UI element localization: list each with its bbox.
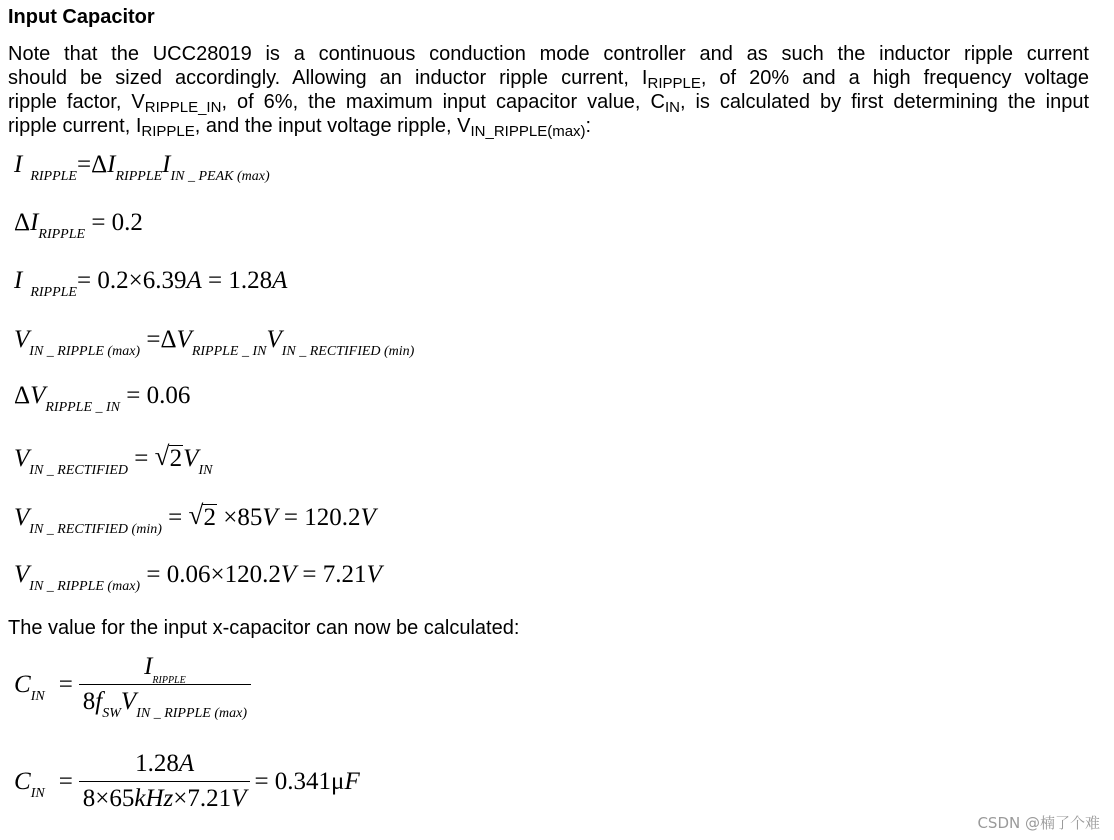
subscript: RIPPLE	[30, 169, 77, 184]
subscript: IN _ RECTIFIED	[29, 463, 129, 478]
subscript: IN _ PEAK (max)	[170, 169, 270, 184]
times-sign: ×	[223, 504, 238, 531]
text-segment: , is calculated by first determining the input	[679, 91, 1090, 113]
symbol: V	[183, 445, 199, 472]
equation-result: = 7.21	[302, 561, 367, 588]
subscript: RIPPLE	[30, 285, 77, 300]
number: 7.21	[187, 785, 232, 812]
equation-rhs: = 0.2	[91, 209, 143, 236]
symbol: I	[30, 209, 39, 236]
number: 85	[237, 504, 263, 531]
equation-rhs: = 0.2	[76, 267, 129, 294]
unit: V	[280, 561, 297, 588]
micro-prefix: μ	[331, 767, 345, 795]
equation-rhs: = 0.06	[146, 561, 211, 588]
symbol: V	[120, 688, 137, 715]
symbol: V	[14, 445, 30, 472]
paragraph-line-3	[8, 90, 1089, 114]
number: 65	[109, 785, 135, 812]
subscript: IN _ RIPPLE (max)	[136, 706, 248, 721]
denominator	[79, 781, 251, 814]
text-segment: ripple current, I	[8, 115, 142, 137]
times-sign: ×	[128, 267, 143, 294]
equation-result: = 1.28	[207, 267, 273, 294]
symbol: I	[144, 653, 153, 680]
equals-sign: =	[168, 504, 183, 531]
subscript: RIPPLE	[152, 675, 186, 686]
symbol: V	[14, 504, 30, 531]
subscript: SW	[102, 706, 121, 721]
equation-voltage-ripple-value	[14, 560, 382, 594]
subscript: IN _ RECTIFIED (min)	[29, 522, 162, 537]
text-segment: , and the input voltage ripple, V	[194, 115, 471, 137]
watermark: CSDN @楠了个难	[977, 814, 1100, 832]
equals-sign: =	[134, 445, 149, 472]
text-segment: :	[585, 115, 592, 137]
subscript: IN	[198, 463, 213, 478]
radicand: 2	[169, 445, 183, 472]
intro-paragraph	[8, 42, 1089, 138]
equals-sign: =	[76, 151, 92, 178]
symbol: V	[176, 326, 192, 353]
subscript: RIPPLE	[647, 75, 701, 92]
subscript: IN_RIPPLE(max)	[470, 123, 586, 140]
unit: V	[366, 561, 382, 588]
denominator	[79, 684, 251, 721]
unit: V	[360, 504, 376, 531]
equation-result: = 120.2	[283, 504, 361, 531]
paragraph-line-4	[8, 114, 1089, 138]
text-segment: should be sized accordingly. Allowing an inductor ripple current, I	[8, 67, 648, 89]
text-segment: , of 6%, the maximum input capacitor value, C	[221, 91, 665, 113]
times-sign: ×	[95, 785, 110, 812]
formula-result	[254, 768, 359, 796]
text-segment: , of 20% and a high frequency voltage	[700, 67, 1089, 89]
subscript: IN	[30, 785, 45, 801]
equation-result: = 0.341	[254, 767, 332, 795]
delta-symbol: Δ	[14, 382, 31, 409]
text-segment: ripple factor, V	[8, 91, 145, 113]
symbol: f	[95, 688, 103, 715]
delta-symbol: Δ	[160, 326, 177, 353]
subscript: RIPPLE _ IN	[45, 400, 121, 415]
unit: F	[344, 767, 360, 795]
subscript: IN _ RECTIFIED (min)	[281, 344, 415, 359]
paragraph-line-2	[8, 66, 1089, 90]
unit: A	[186, 267, 202, 294]
subscript: RIPPLE _ IN	[191, 344, 267, 359]
paragraph-line-1: Note that the UCC28019 is a continuous conduction mode controller and as such the inductor ripple current	[8, 43, 1089, 65]
section-heading: Input Capacitor	[8, 6, 155, 28]
subscript: RIPPLE_IN	[144, 99, 222, 116]
subscript: IN _ RIPPLE (max)	[29, 579, 141, 594]
equation-voltage-ripple-definition	[14, 325, 415, 359]
equals-sign: =	[146, 326, 161, 353]
square-root	[154, 441, 184, 474]
numerator	[125, 749, 204, 781]
radicand: 2	[203, 504, 216, 531]
subscript: IN	[30, 688, 45, 704]
number: 120.2	[224, 561, 281, 588]
number: 6.39	[142, 267, 187, 294]
square-root	[188, 500, 217, 533]
symbol: I	[162, 151, 171, 178]
unit: V	[262, 504, 278, 531]
equation-rectified-voltage-min	[14, 500, 376, 537]
equation-voltage-ripple-factor	[14, 381, 191, 415]
radical-sign: √	[188, 500, 204, 530]
number: 8	[82, 688, 96, 715]
formula-capacitor-value	[14, 749, 360, 814]
equals-sign: =	[58, 670, 73, 698]
symbol: V	[14, 326, 30, 353]
symbol: I	[107, 151, 116, 178]
symbol: V	[266, 326, 282, 353]
delta-symbol: Δ	[91, 151, 108, 178]
symbol: I	[14, 267, 23, 294]
number: 1.28	[135, 750, 179, 777]
subscript: RIPPLE	[38, 227, 86, 242]
unit: A	[272, 267, 288, 294]
times-sign: ×	[210, 561, 225, 588]
symbol: V	[30, 382, 46, 409]
equation-rhs: = 0.06	[126, 382, 191, 409]
equation-rectified-voltage	[14, 441, 213, 478]
equals-sign: =	[58, 767, 73, 795]
unit: A	[178, 750, 195, 777]
subscript: RIPPLE	[115, 169, 163, 184]
subscript: IN	[664, 99, 680, 116]
symbol: C	[14, 670, 31, 698]
number: 8	[82, 785, 96, 812]
times-sign: ×	[173, 785, 188, 812]
numerator	[134, 652, 196, 684]
formula-capacitor-definition	[14, 652, 251, 721]
symbol: I	[14, 151, 23, 178]
fraction	[79, 652, 251, 721]
radical-sign: √	[154, 441, 170, 471]
subscript: IN _ RIPPLE (max)	[29, 344, 141, 359]
equation-ripple-factor	[14, 208, 143, 242]
symbol: C	[14, 767, 31, 795]
equation-ripple-current-value	[14, 266, 288, 300]
formula-lhs	[14, 767, 45, 801]
unit: V	[231, 785, 247, 812]
formula-lhs	[14, 670, 45, 704]
equation-ripple-current-definition	[14, 150, 270, 184]
fraction	[79, 749, 251, 814]
unit: kHz	[134, 785, 174, 812]
transition-text: The value for the input x-capacitor can now be calculated:	[8, 617, 520, 639]
subscript: RIPPLE	[141, 123, 195, 140]
delta-symbol: Δ	[14, 209, 31, 236]
symbol: V	[14, 561, 30, 588]
